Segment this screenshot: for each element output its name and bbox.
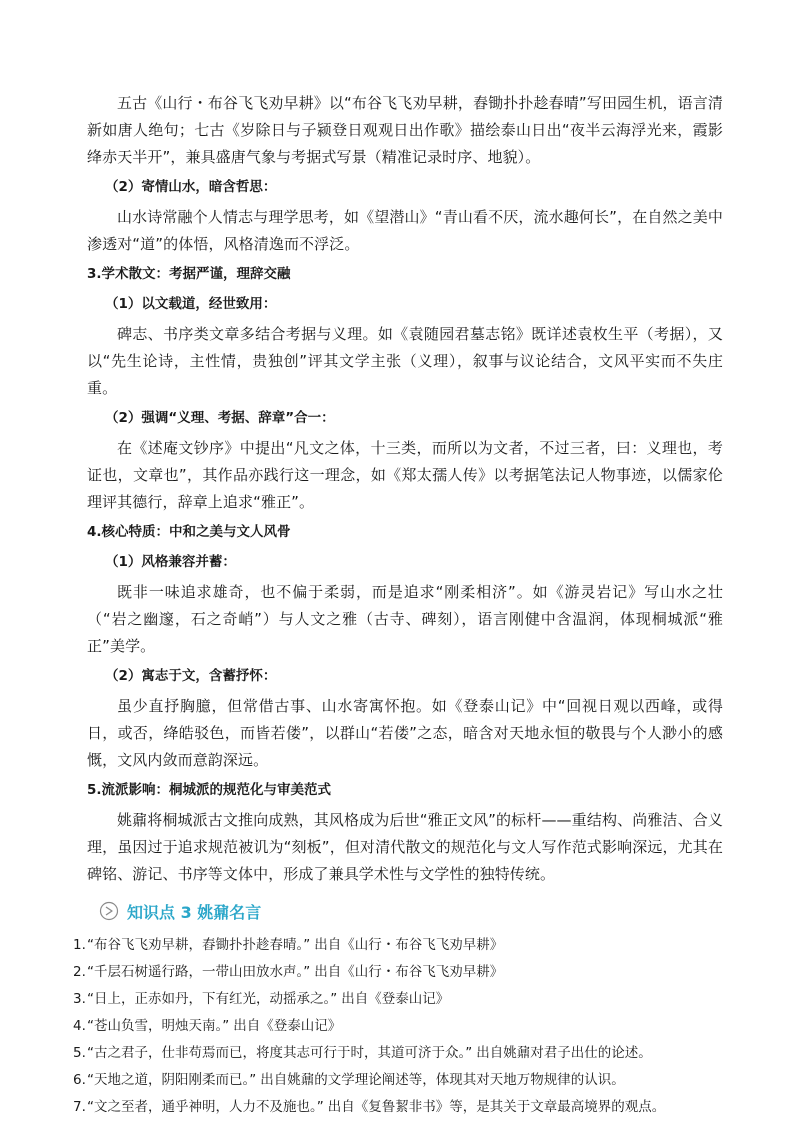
heading-xueshu-sanwen: 3.学术散文：考据严谨，理辞交融 xyxy=(87,266,291,282)
heading-liupai-yingxiang: 5.流派影响：桐城派的规范化与审美范式 xyxy=(87,782,332,798)
paragraph-shuyan: 在《述庵文钞序》中提出“凡文之体，十三类，而所以为文者，不过三者，曰：义理也，考证也，文章也”，其作品亦践行这一理念，如《郑太孺人传》以考据笔法记人物事迹，以儒家伦理评其德行，辞章上追求“雅正”。 xyxy=(87,439,723,511)
quote-list xyxy=(73,932,723,1121)
subheading-yiwen-zaidao: （1）以文载道，经世致用： xyxy=(105,296,277,312)
quote-text: “布谷飞飞劝早耕，舂锄扑扑趁春晴。” xyxy=(87,937,311,953)
list-item xyxy=(73,1067,723,1094)
subheading-yuzhi-yuwen: （2）寓志于文，含蓄抒怀： xyxy=(105,668,277,684)
list-item xyxy=(73,1013,723,1040)
quote-number: 1. xyxy=(73,937,86,953)
quote-source: 出自姚鼐对君子出仕的论述。 xyxy=(476,1045,652,1061)
quote-number: 7. xyxy=(73,1099,86,1115)
document-content xyxy=(73,90,723,1121)
paragraph-yaonai-tongcheng: 姚鼐将桐城派古文推向成熟，其风格成为后世“雅正文风”的标杆——重结构、尚雅洁、合义理，虽因过于追求规范被讥为“刻板”，但对清代散文的规范化与文人写作范式影响深远，尤其在碑铭、游记、书序等文体中，形成了兼具学术性与文学性的独特传统。 xyxy=(87,811,723,883)
knowledge-point-title: 知识点 3 姚鼐名言 xyxy=(127,902,262,922)
knowledge-point-heading xyxy=(99,898,723,924)
circled-arrow-icon xyxy=(99,901,119,921)
quote-source: 出自《山行・布谷飞飞劝早耕》 xyxy=(314,937,504,953)
paragraph-beizhi: 碑志、书序类文章多结合考据与义理。如《袁随园君墓志铭》既详述袁枚生平（考据），又以“先生论诗，主性情，贵独创”评其文学主张（义理），叙事与议论结合，文风平实而不失庄重。 xyxy=(87,325,723,397)
list-item xyxy=(73,959,723,986)
quote-text: “天地之道，阴阳刚柔而已。” xyxy=(87,1072,257,1088)
paragraph-jifei: 既非一味追求雄奇，也不偏于柔弱，而是追求“刚柔相济”。如《游灵岩记》写山水之壮（“岩之幽邃，石之奇峭”）与人文之雅（古寺、碑刻），语言刚健中含温润，体现桐城派“雅正”美学。 xyxy=(87,583,723,655)
subheading-jiqing-shanshui: （2）寄情山水，暗含哲思： xyxy=(105,179,277,195)
list-item xyxy=(73,1094,723,1121)
quote-source: 出自姚鼐的文学理论阐述等，体现其对天地万物规律的认识。 xyxy=(260,1072,625,1088)
list-item xyxy=(73,1040,723,1067)
quote-number: 4. xyxy=(73,1018,86,1034)
subheading-qiangdiao-heyi: （2）强调“义理、考据、辞章”合一： xyxy=(105,410,335,426)
paragraph-shanshui: 山水诗常融个人情志与理学思考，如《望潜山》“青山看不厌，流水趣何长”，在自然之美中渗透对“道”的体悟，风格清逸而不浮泛。 xyxy=(87,208,723,253)
subheading-fengge-jianrong: （1）风格兼容并蓄： xyxy=(105,554,236,570)
paragraph-wugu: 五古《山行・布谷飞飞劝早耕》以“布谷飞飞劝早耕，舂锄扑扑趁春晴”写田园生机，语言清新如唐人绝句；七古《岁除日与子颍登日观观日出作歌》描绘泰山日出“夜半云海浮光来，霞影绛赤天半开”，兼具盛唐气象与考据式写景（精准记录时序、地貌）。 xyxy=(87,94,723,166)
quote-source: 出自《山行・布谷飞飞劝早耕》 xyxy=(314,964,504,980)
quote-number: 5. xyxy=(73,1045,86,1061)
quote-source: 出自《登泰山记》 xyxy=(233,1018,342,1034)
quote-number: 6. xyxy=(73,1072,86,1088)
quote-text: “古之君子，仕非苟焉而已，将度其志可行于时，其道可济于众。” xyxy=(87,1045,473,1061)
quote-source: 出自《复鲁絜非书》等，是其关于文章最高境界的观点。 xyxy=(327,1099,666,1115)
quote-text: “苍山负雪，明烛天南。” xyxy=(87,1018,230,1034)
quote-source: 出自《登泰山记》 xyxy=(341,991,450,1007)
quote-text: “千层石树遥行路，一带山田放水声。” xyxy=(87,964,311,980)
heading-hexin-tezhi: 4.核心特质：中和之美与文人风骨 xyxy=(87,524,291,540)
quote-number: 2. xyxy=(73,964,86,980)
list-item xyxy=(73,986,723,1013)
quote-number: 3. xyxy=(73,991,86,1007)
quote-text: “日上，正赤如丹，下有红光，动摇承之。” xyxy=(87,991,338,1007)
paragraph-shaozhi: 虽少直抒胸臆，但常借古事、山水寄寓怀抱。如《登泰山记》中“回视日观以西峰，或得日，或否，绛皓驳色，而皆若偻”，以群山“若偻”之态，暗含对天地永恒的敬畏与个人渺小的感慨，文风内敛而意韵深远。 xyxy=(87,697,723,769)
quote-text: “文之至者，通乎神明，人力不及施也。” xyxy=(87,1099,324,1115)
list-item xyxy=(73,932,723,959)
